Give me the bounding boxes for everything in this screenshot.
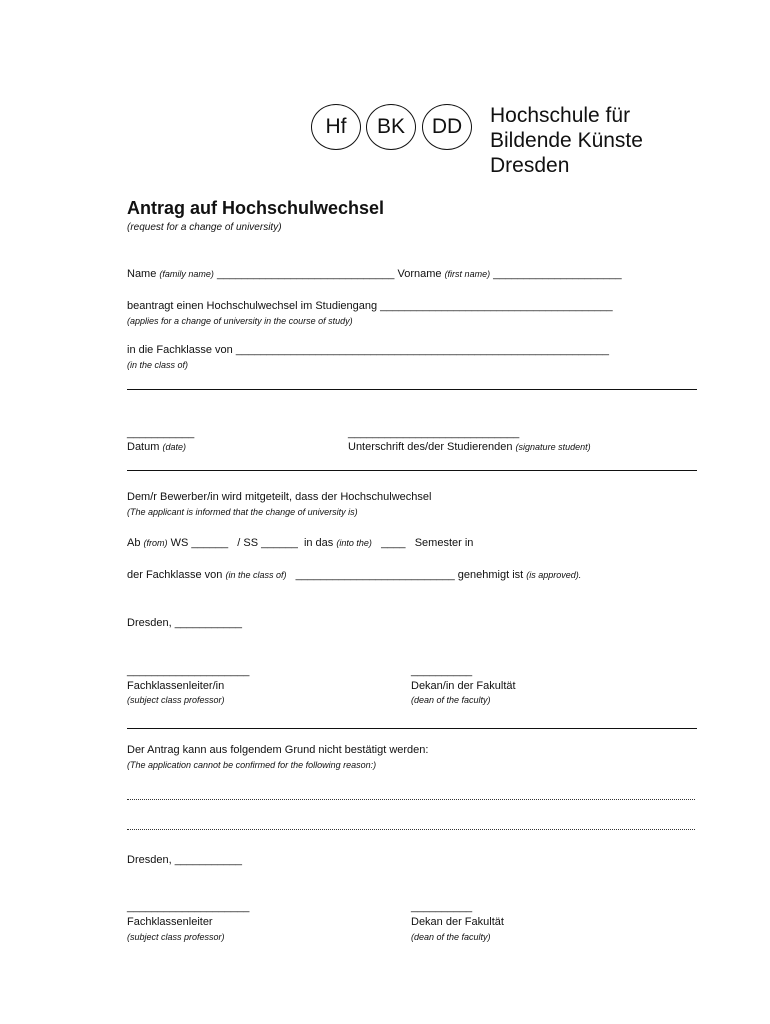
class-label-en: (in the class of): [127, 360, 189, 370]
date-label-row: [127, 441, 186, 453]
rejection-intro-en: (The application cannot be confirmed for the following reason:): [127, 760, 377, 770]
date-label-en: (date): [162, 442, 186, 452]
divider-2: [127, 470, 697, 471]
class-field[interactable]: _____________________________________________________________: [235, 344, 610, 356]
approved-class-label-en: (in the class of): [225, 570, 287, 580]
rejection-city-date-field[interactable]: Dresden, ___________: [127, 854, 242, 866]
approved-class-field[interactable]: __________________________: [295, 569, 455, 581]
first-name-label: Vorname: [397, 268, 442, 280]
form-title: Antrag auf Hochschulwechsel: [127, 198, 385, 218]
ab-label-en: (from): [143, 538, 168, 548]
date-label: Datum: [127, 441, 160, 453]
semester-separator: /: [237, 537, 241, 549]
divider-1: [127, 389, 697, 390]
first-name-field[interactable]: _____________________: [493, 268, 622, 280]
reason-line-1[interactable]: [127, 799, 695, 800]
reason-line-2[interactable]: [127, 829, 695, 830]
university-name-line-1: Hochschule für: [490, 104, 631, 127]
study-programme-field[interactable]: ______________________________________: [380, 300, 613, 312]
family-name-label-en: (family name): [159, 269, 214, 279]
approval-city-date-field[interactable]: Dresden, ___________: [127, 617, 242, 629]
logo-circle-hf: Hf: [311, 104, 361, 150]
approved-label: genehmigt ist: [457, 569, 524, 581]
approval-professor-label: Fachklassenleiter/in: [127, 680, 225, 692]
class-row: [127, 344, 609, 356]
study-label-en: (applies for a change of university in the course of study): [127, 316, 353, 326]
approval-intro: Dem/r Bewerber/in wird mitgeteilt, dass der Hochschulwechsel: [127, 491, 432, 503]
signature-label-en: (signature student): [515, 442, 591, 452]
name-row: [127, 268, 622, 280]
rejection-professor-label: Fachklassenleiter: [127, 916, 213, 928]
university-name-line-2: Bildende Künste: [490, 129, 643, 152]
date-field[interactable]: ___________: [127, 427, 195, 439]
rejection-dean-label-en: (dean of the faculty): [411, 932, 491, 942]
approval-dean-label-en: (dean of the faculty): [411, 695, 491, 705]
rejection-professor-label-en: (subject class professor): [127, 932, 225, 942]
university-name-line-3: Dresden: [490, 154, 570, 177]
rejection-professor-signature-field[interactable]: ____________________: [127, 901, 250, 913]
approved-class-row: [127, 569, 581, 581]
approval-professor-label-en: (subject class professor): [127, 695, 225, 705]
form-subtitle: (request for a change of university): [127, 222, 282, 233]
approval-dean-signature-field[interactable]: __________: [411, 665, 473, 677]
signature-label-row: [348, 441, 591, 453]
approval-intro-en: (The applicant is informed that the change of university is): [127, 507, 358, 517]
student-signature-field[interactable]: ____________________________: [348, 427, 520, 439]
divider-3: [127, 728, 697, 729]
semester-number-field[interactable]: ____: [381, 537, 406, 549]
in-das-label-en: (into the): [336, 538, 372, 548]
class-label: in die Fachklasse von: [127, 344, 233, 356]
family-name-label: Name: [127, 268, 157, 280]
winter-semester-field[interactable]: WS ______: [170, 537, 229, 549]
approval-professor-signature-field[interactable]: ____________________: [127, 665, 250, 677]
rejection-intro: Der Antrag kann aus folgendem Grund nicht bestätigt werden:: [127, 744, 429, 756]
semester-label: Semester in: [414, 537, 474, 549]
logo-circle-bk: BK: [366, 104, 416, 150]
ab-label: Ab: [127, 537, 141, 549]
signature-label: Unterschrift des/der Studierenden: [348, 441, 513, 453]
rejection-dean-label: Dekan der Fakultät: [411, 916, 504, 928]
summer-semester-field[interactable]: SS ______: [243, 537, 298, 549]
family-name-field[interactable]: _____________________________: [216, 268, 395, 280]
approved-class-label: der Fachklasse von: [127, 569, 223, 581]
in-das-label: in das: [303, 537, 334, 549]
rejection-dean-signature-field[interactable]: __________: [411, 901, 473, 913]
semester-row: [127, 537, 473, 549]
first-name-label-en: (first name): [444, 269, 491, 279]
approval-dean-label: Dekan/in der Fakultät: [411, 680, 516, 692]
study-row: [127, 300, 613, 312]
study-label: beantragt einen Hochschulwechsel im Studiengang: [127, 300, 378, 312]
logo-circle-dd: DD: [422, 104, 472, 150]
approved-label-en: (is approved).: [526, 570, 582, 580]
